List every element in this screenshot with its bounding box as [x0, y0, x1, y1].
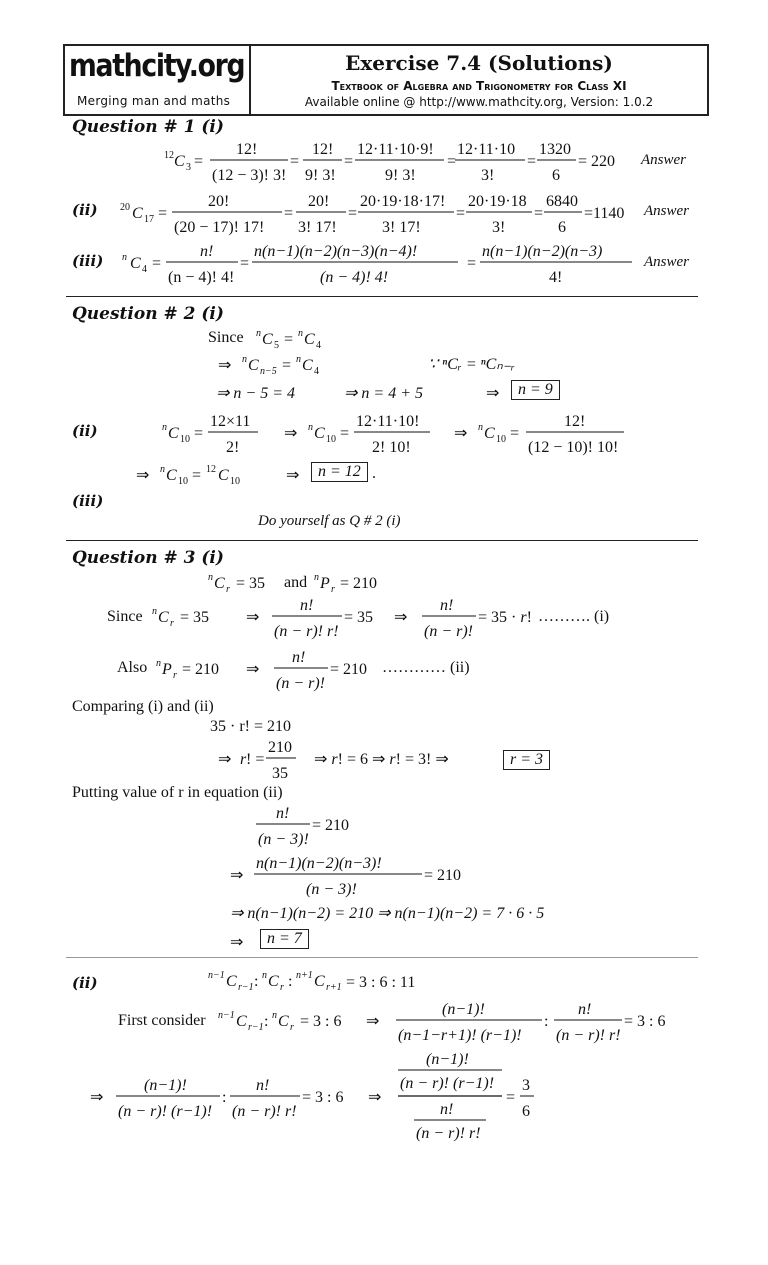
- svg-text:= 3 : 6: = 3 : 6: [624, 1013, 666, 1030]
- svg-text:C: C: [236, 1013, 247, 1030]
- question-1-heading: Question # 1 (i): [72, 117, 224, 137]
- svg-text:(n − 4)! 4!: (n − 4)! 4!: [168, 269, 235, 286]
- q3-since-label: Since: [107, 608, 143, 625]
- svg-text:35: 35: [272, 765, 288, 782]
- svg-text:n!: n!: [292, 649, 306, 666]
- svg-text:⇒: ⇒: [246, 609, 260, 626]
- svg-text:= 3 : 6: = 3 : 6: [302, 1089, 344, 1106]
- svg-text:C: C: [314, 425, 325, 442]
- svg-text:(12 − 10)! 10!: (12 − 10)! 10!: [528, 439, 619, 456]
- svg-text:3! 17!: 3! 17!: [382, 219, 421, 236]
- question-2-heading: Question # 2 (i): [72, 304, 224, 324]
- svg-text:C: C: [168, 425, 179, 442]
- svg-text:(n−1)!: (n−1)!: [144, 1077, 187, 1094]
- q2-implies-1: ⇒: [486, 385, 500, 402]
- svg-text:(n − r)! (r−1)!: (n − r)! (r−1)!: [400, 1075, 495, 1092]
- q3-implies-n: ⇒: [230, 934, 244, 951]
- svg-text:n!: n!: [578, 1001, 592, 1018]
- q2-n-sum: ⇒ n = 4 + 5: [344, 385, 423, 402]
- svg-text:⇒: ⇒: [230, 867, 244, 884]
- svg-text:r: r: [290, 1022, 294, 1033]
- svg-text:= 35: = 35: [180, 609, 210, 626]
- q2-ii-conclusion: [134, 460, 314, 490]
- q3-part-ii-label: (ii): [72, 974, 98, 992]
- svg-text:(12 − 3)! 3!: (12 − 3)! 3!: [212, 167, 287, 184]
- availability-note[interactable]: Available online @ http://www.mathcity.org, Version: 1.0.2: [304, 95, 654, 109]
- title-block: [251, 46, 707, 114]
- q3-since-equation: [150, 592, 600, 644]
- svg-text:(20 − 17)! 17!: (20 − 17)! 17!: [174, 219, 265, 236]
- svg-text:10: 10: [178, 476, 188, 487]
- svg-text:(n − r)!: (n − r)!: [424, 623, 474, 640]
- svg-text:(n − r)!: (n − r)!: [276, 675, 326, 692]
- svg-text:r+1: r+1: [326, 982, 342, 993]
- svg-text:(n−1)!: (n−1)!: [442, 1001, 485, 1018]
- q3-and-word: and: [284, 574, 308, 591]
- svg-text:n: n: [256, 328, 261, 339]
- svg-text:P: P: [320, 575, 330, 592]
- svg-text:n: n: [152, 606, 157, 617]
- svg-text:⇒: ⇒: [366, 1013, 380, 1030]
- svg-text:⇒: ⇒: [368, 1089, 382, 1106]
- divider-1: [66, 296, 698, 297]
- svg-text:(n − r)! r!: (n − r)! r!: [416, 1125, 481, 1142]
- svg-text:9! 3!: 9! 3!: [385, 167, 416, 184]
- svg-text:n: n: [272, 1010, 277, 1021]
- svg-text:⇒: ⇒: [218, 751, 232, 768]
- svg-text::: :: [264, 1013, 269, 1030]
- svg-text:C: C: [218, 467, 229, 484]
- svg-text:2!: 2!: [226, 439, 240, 456]
- svg-text:=: =: [510, 425, 520, 442]
- svg-text:(n−1)!: (n−1)!: [426, 1051, 469, 1068]
- svg-text:C: C: [304, 331, 315, 348]
- svg-text:12!: 12!: [564, 413, 586, 430]
- svg-text::: :: [288, 973, 293, 990]
- svg-text:6: 6: [552, 167, 560, 184]
- svg-text:r: r: [240, 751, 247, 768]
- svg-text:C: C: [484, 425, 495, 442]
- q1-part-iii-equation: [112, 238, 642, 288]
- q3-eq-i-tag: ………. (i): [538, 608, 610, 625]
- svg-text:C: C: [248, 357, 259, 374]
- svg-text:C: C: [226, 973, 237, 990]
- svg-text:20: 20: [120, 202, 130, 213]
- q3-r-line: 35 · r! = 210: [210, 718, 292, 735]
- svg-text:C: C: [132, 205, 143, 222]
- svg-text:(n − r)! r!: (n − r)! r!: [232, 1103, 297, 1120]
- svg-text:n: n: [160, 464, 165, 475]
- svg-text:20·19·18·17!: 20·19·18·17!: [360, 193, 446, 210]
- svg-text:4: 4: [316, 340, 321, 351]
- svg-text:9! 3!: 9! 3!: [305, 167, 336, 184]
- svg-text:n: n: [308, 422, 313, 433]
- svg-text:=: =: [240, 255, 250, 272]
- svg-text:= 210: = 210: [424, 867, 462, 884]
- q2-property-note: ∵ ⁿCᵣ = ⁿCₙ₋ᵣ: [428, 356, 516, 373]
- q1-part-ii-label: (ii): [72, 201, 98, 219]
- svg-text:(n − r)! r!: (n − r)! r!: [274, 623, 339, 640]
- svg-text:20·19·18: 20·19·18: [468, 193, 527, 210]
- svg-text:n!: n!: [200, 243, 214, 260]
- svg-text:C: C: [214, 575, 225, 592]
- svg-text:=1140: =1140: [584, 205, 625, 222]
- svg-text:r−1: r−1: [238, 982, 254, 993]
- svg-text:n!: n!: [256, 1077, 270, 1094]
- svg-text:20!: 20!: [308, 193, 330, 210]
- svg-text:= 220: = 220: [578, 153, 616, 170]
- q1-i-answer-label: Answer: [641, 152, 686, 168]
- svg-text:=: =: [282, 357, 292, 374]
- svg-text:C: C: [278, 1013, 289, 1030]
- svg-text:n−1: n−1: [208, 970, 225, 981]
- svg-text:n−1: n−1: [218, 1010, 235, 1021]
- q3-eq-ii-tag: ………… (ii): [382, 659, 470, 676]
- q2-boxed-answer-1: n = 9: [511, 380, 560, 400]
- svg-text:10: 10: [496, 434, 506, 445]
- svg-text:⇒: ⇒: [246, 661, 260, 678]
- q2-since-label: Since: [208, 329, 244, 346]
- svg-text:=: =: [192, 467, 202, 484]
- svg-text:(n − r)! (r−1)!: (n − r)! (r−1)!: [118, 1103, 213, 1120]
- svg-text:6840: 6840: [546, 193, 578, 210]
- svg-text:n: n: [298, 328, 303, 339]
- svg-text::: :: [222, 1089, 227, 1106]
- q2-part-ii-label: (ii): [72, 422, 98, 440]
- svg-text:(n−1−r+1)! (r−1)!: (n−1−r+1)! (r−1)!: [398, 1027, 522, 1044]
- q3-final-equation: [88, 1046, 558, 1146]
- svg-text:r−1: r−1: [248, 1022, 264, 1033]
- q1-part-i-equation: [150, 136, 630, 186]
- svg-text:r: r: [226, 584, 230, 595]
- svg-text:(n − r)! r!: (n − r)! r!: [556, 1027, 621, 1044]
- svg-text:5: 5: [274, 340, 279, 351]
- svg-text:n: n: [314, 572, 319, 583]
- svg-text:n: n: [478, 422, 483, 433]
- divider-3: [66, 957, 698, 958]
- svg-text:12: 12: [206, 464, 216, 475]
- q3-sub-equation-1: [254, 800, 374, 850]
- svg-text:1320: 1320: [539, 141, 571, 158]
- svg-text:C: C: [130, 255, 141, 272]
- q3-ii-ratio-value: = 3 : 6 : 11: [346, 974, 416, 991]
- svg-text:= 210: = 210: [330, 661, 368, 678]
- svg-text:C: C: [166, 467, 177, 484]
- svg-text:n!: n!: [440, 1101, 454, 1118]
- svg-text:=: =: [290, 153, 300, 170]
- svg-text:17: 17: [144, 214, 154, 225]
- site-logo[interactable]: mathcity.org: [69, 48, 245, 84]
- q3-also-label: Also: [117, 659, 148, 676]
- svg-text:⇒: ⇒: [284, 425, 298, 442]
- svg-text:4!: 4!: [549, 269, 563, 286]
- svg-text:! =: ! =: [246, 751, 265, 768]
- svg-text:⇒: ⇒: [454, 425, 468, 442]
- page-title: Exercise 7.4 (Solutions): [345, 51, 613, 75]
- svg-text:=: =: [344, 153, 354, 170]
- q3-also-equation: [154, 644, 384, 696]
- svg-text:12·11·10: 12·11·10: [457, 141, 516, 158]
- svg-text:(n − 3)!: (n − 3)!: [258, 831, 309, 848]
- svg-text:10: 10: [326, 434, 336, 445]
- divider-2: [66, 540, 698, 541]
- svg-text:6: 6: [522, 1103, 530, 1120]
- svg-text:n: n: [296, 354, 301, 365]
- svg-text:=: =: [284, 331, 294, 348]
- svg-text:P: P: [162, 661, 172, 678]
- q2-part-ii-equation: [160, 408, 640, 458]
- svg-text:=: =: [456, 205, 466, 222]
- svg-text::: :: [544, 1013, 549, 1030]
- svg-text:2! 10!: 2! 10!: [372, 439, 411, 456]
- svg-text:C: C: [314, 973, 325, 990]
- svg-text:= 210: = 210: [340, 575, 378, 592]
- q2-n-minus-5: ⇒ n − 5 = 4: [216, 385, 295, 402]
- svg-text:n!: n!: [440, 597, 454, 614]
- svg-text:12·11·10·9!: 12·11·10·9!: [357, 141, 434, 158]
- q2-step-equation: [216, 350, 356, 380]
- svg-text:3: 3: [186, 162, 191, 173]
- svg-text:210: 210: [268, 739, 292, 756]
- svg-text:⇒: ⇒: [286, 467, 300, 484]
- svg-text:10: 10: [180, 434, 190, 445]
- q2-part-iii-label: (iii): [72, 492, 104, 510]
- page-subtitle: Textbook of Algebra and Trigonometry for Class XI: [331, 79, 627, 93]
- svg-text:3!: 3!: [481, 167, 495, 184]
- q3-boxed-n: n = 7: [260, 929, 309, 949]
- header-box: [63, 44, 709, 116]
- q3-comparing-text: Comparing (i) and (ii): [72, 698, 214, 715]
- svg-text:n−5: n−5: [260, 366, 277, 377]
- svg-text:12: 12: [164, 150, 174, 161]
- svg-text:n: n: [242, 354, 247, 365]
- logo-block: [65, 46, 251, 114]
- svg-text:=: =: [284, 205, 294, 222]
- svg-text:n(n−1)(n−2)(n−3)!: n(n−1)(n−2)(n−3)!: [256, 855, 382, 872]
- svg-text:= 35 · r!: = 35 · r!: [478, 609, 532, 626]
- svg-text:C: C: [302, 357, 313, 374]
- svg-text:C: C: [262, 331, 273, 348]
- svg-text:⇒ r! = 6 ⇒ r! = 3! ⇒: ⇒ r! = 6 ⇒ r! = 3! ⇒: [314, 751, 449, 768]
- svg-text:= 35: = 35: [236, 575, 266, 592]
- svg-text:20!: 20!: [208, 193, 230, 210]
- svg-text:12·11·10!: 12·11·10!: [356, 413, 420, 430]
- svg-text:n: n: [122, 252, 127, 263]
- svg-text:=: =: [340, 425, 350, 442]
- q1-iii-answer-label: Answer: [644, 254, 689, 270]
- svg-text:= 35: = 35: [344, 609, 374, 626]
- q3-first-consider-equation: [216, 996, 676, 1050]
- svg-text:n+1: n+1: [296, 970, 313, 981]
- svg-text:3: 3: [522, 1077, 530, 1094]
- svg-text:⇒: ⇒: [394, 609, 408, 626]
- svg-text::: :: [254, 973, 259, 990]
- svg-text:=: =: [506, 1089, 516, 1106]
- q3-boxed-r: r = 3: [503, 750, 550, 770]
- svg-text:n: n: [162, 422, 167, 433]
- svg-text:= 3 : 6: = 3 : 6: [300, 1013, 342, 1030]
- q1-part-ii-equation: [112, 188, 642, 238]
- svg-text:=: =: [527, 153, 537, 170]
- q3-putting-text: Putting value of r in equation (ii): [72, 784, 283, 801]
- q2-since-equation: [254, 324, 354, 352]
- q1-part-iii-label: (iii): [72, 252, 104, 270]
- q1-ii-answer-label: Answer: [644, 203, 689, 219]
- svg-text:⇒: ⇒: [136, 467, 150, 484]
- q2-period: .: [372, 465, 376, 482]
- svg-text:n: n: [156, 658, 161, 669]
- svg-text:12!: 12!: [312, 141, 334, 158]
- svg-text:n: n: [208, 572, 213, 583]
- svg-text:n: n: [262, 970, 267, 981]
- svg-text:= 210: = 210: [182, 661, 220, 678]
- svg-text:r: r: [280, 982, 284, 993]
- svg-text:3!: 3!: [492, 219, 506, 236]
- q3-n-line: ⇒ n(n−1)(n−2) = 210 ⇒ n(n−1)(n−2) = 7 · 6 · 5: [230, 905, 545, 922]
- svg-text:⇒: ⇒: [90, 1089, 104, 1106]
- q3-first-consider: First consider: [118, 1012, 206, 1029]
- svg-text:12×11: 12×11: [210, 413, 251, 430]
- q2-iii-text: Do yourself as Q # 2 (i): [258, 513, 401, 529]
- question-3-heading: Question # 3 (i): [72, 548, 224, 568]
- svg-text:n(n−1)(n−2)(n−3)(n−4)!: n(n−1)(n−2)(n−3)(n−4)!: [254, 243, 418, 260]
- q3-r-solve: [216, 736, 506, 786]
- svg-text:r: r: [170, 618, 174, 629]
- svg-text:r: r: [331, 584, 335, 595]
- svg-text:r: r: [173, 670, 177, 681]
- svg-text:=: =: [152, 255, 162, 272]
- svg-text:C: C: [158, 609, 169, 626]
- svg-text:=: =: [158, 205, 168, 222]
- svg-text:=: =: [194, 425, 204, 442]
- svg-text:⇒: ⇒: [218, 357, 232, 374]
- svg-text:(n − 3)!: (n − 3)!: [306, 881, 357, 898]
- svg-text:=: =: [194, 153, 204, 170]
- svg-text:4: 4: [314, 366, 319, 377]
- svg-text:n!: n!: [300, 597, 314, 614]
- svg-text:=: =: [447, 153, 457, 170]
- svg-text:6: 6: [558, 219, 566, 236]
- q2-boxed-answer-2: n = 12: [311, 462, 368, 482]
- site-tagline: Merging man and maths: [77, 94, 231, 108]
- svg-text:=: =: [534, 205, 544, 222]
- svg-text:=: =: [467, 255, 477, 272]
- svg-text:(n − 4)! 4!: (n − 4)! 4!: [320, 269, 389, 286]
- svg-text:3! 17!: 3! 17!: [298, 219, 337, 236]
- svg-text:4: 4: [142, 264, 147, 275]
- q1-i-term: 12!: [236, 141, 258, 158]
- svg-text:10: 10: [230, 476, 240, 487]
- svg-text:C: C: [174, 153, 185, 170]
- svg-text:=: =: [348, 205, 358, 222]
- q3-ii-ratio-equation: [206, 966, 356, 996]
- svg-text:n!: n!: [276, 805, 290, 822]
- q3-sub-equation-2: [228, 850, 468, 900]
- svg-text:n(n−1)(n−2)(n−3): n(n−1)(n−2)(n−3): [482, 243, 603, 260]
- svg-text:C: C: [268, 973, 279, 990]
- svg-text:= 210: = 210: [312, 817, 350, 834]
